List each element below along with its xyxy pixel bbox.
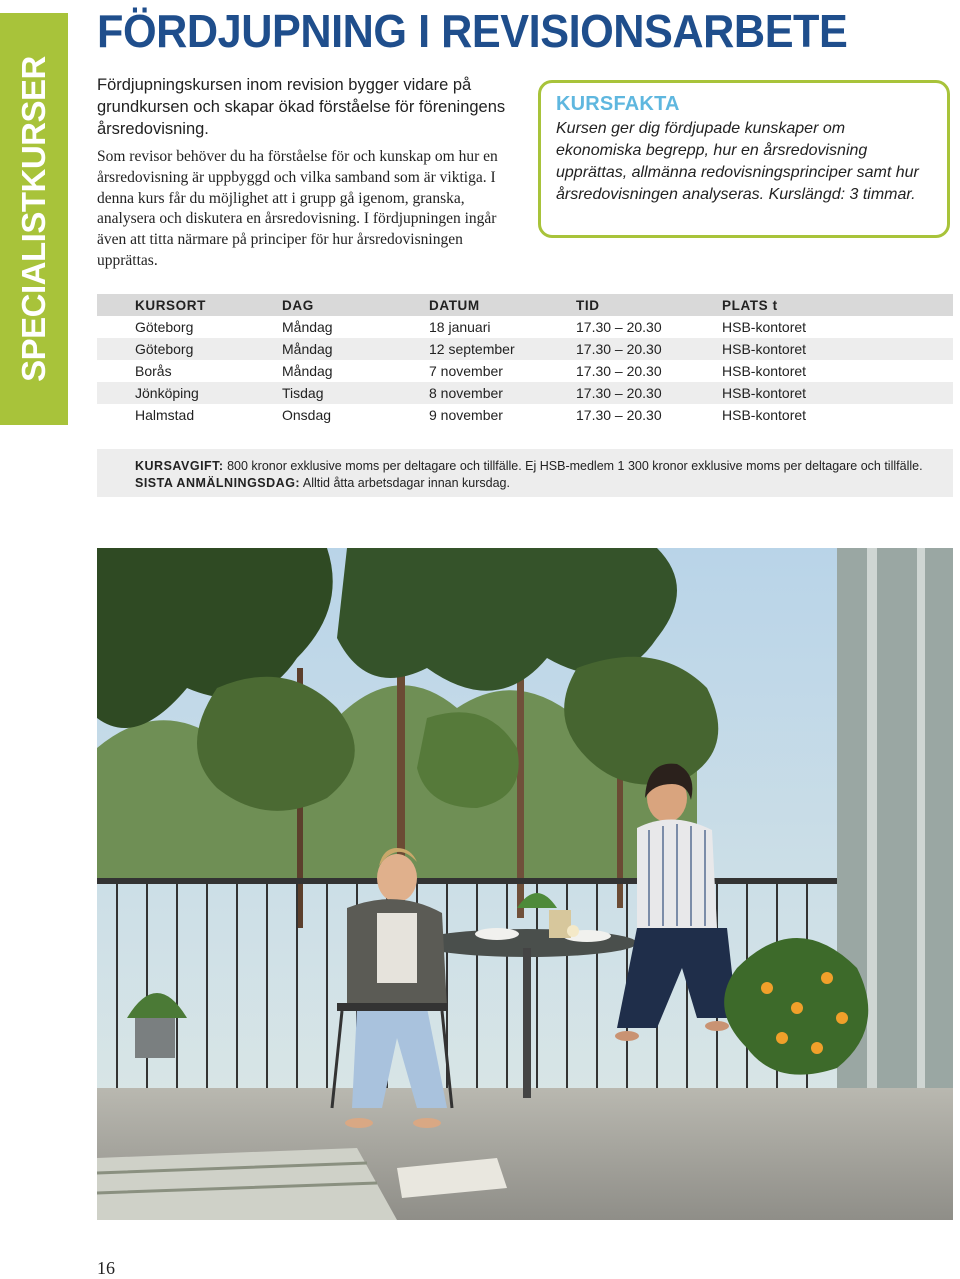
column-header: TID <box>538 294 684 316</box>
page-title: FÖRDJUPNING I REVISIONSARBETE <box>97 5 848 57</box>
table-cell: Onsdag <box>282 407 332 423</box>
table-cell: Göteborg <box>97 338 244 360</box>
body-text: Som revisor behöver du ha förståelse för och kunskap om hur en årsredovisning är uppbyggd och vilka samband som är viktiga. I denna kurs får du möjlighet att i grupp gå igenom, granska, analysera och diskutera en årsredovisning. I fördjupningen ingår även att titta närmare på principer för hur årsredovisningen upprättas. <box>97 148 498 269</box>
course-fee-box <box>97 449 953 497</box>
schedule-header-row <box>97 294 953 316</box>
column-header: DAG <box>244 294 391 316</box>
table-cell: 9 november <box>429 407 503 423</box>
table-cell: Måndag <box>282 363 333 379</box>
deadline-line <box>135 475 953 492</box>
table-cell: HSB-kontoret <box>684 338 953 360</box>
table-cell: Måndag <box>282 319 333 335</box>
table-cell: HSB-kontoret <box>722 319 807 335</box>
column-header: DATUM <box>391 294 538 316</box>
course-facts-title: KURSFAKTA <box>556 93 680 115</box>
balcony-breakfast-photo <box>97 548 953 1220</box>
table-cell: Tisdag <box>244 382 391 404</box>
table-cell: Borås <box>135 363 172 379</box>
table-cell: 17.30 – 20.30 <box>576 407 662 423</box>
table-cell: 8 november <box>391 382 538 404</box>
table-cell: Halmstad <box>135 407 195 423</box>
course-facts-box <box>538 80 950 238</box>
table-cell: 17.30 – 20.30 <box>538 338 684 360</box>
table-cell: 7 november <box>429 363 503 379</box>
course-fee-text: 800 kronor exklusive moms per deltagare och tillfälle. Ej HSB-medlem 1 300 kronor exklusive moms per deltagare och tillfälle. <box>227 459 923 473</box>
deadline-text: Alltid åtta arbetsdagar innan kursdag. <box>302 476 510 490</box>
table-row <box>97 338 953 360</box>
schedule-table <box>97 294 953 426</box>
table-row <box>97 360 953 382</box>
table-cell: HSB-kontoret <box>684 382 953 404</box>
course-fee-line <box>135 458 953 475</box>
table-cell: Göteborg <box>135 319 194 335</box>
table-row <box>97 404 953 426</box>
table-cell: Jönköping <box>97 382 244 404</box>
intro-text: Fördjupningskursen inom revision bygger vidare på grundkursen och skapar ökad förståelse för föreningens årsredovisning. <box>97 76 506 138</box>
section-tab-label: SPECIALISTKURSER <box>15 56 52 382</box>
column-header: KURSORT <box>97 294 244 316</box>
table-cell: 17.30 – 20.30 <box>576 319 662 335</box>
table-cell: 12 september <box>391 338 538 360</box>
course-fee-label: KURSAVGIFT: <box>135 459 224 473</box>
page-number: 16 <box>97 1258 115 1278</box>
table-cell: 17.30 – 20.30 <box>538 382 684 404</box>
table-cell: Måndag <box>244 338 391 360</box>
table-cell: HSB-kontoret <box>722 363 807 379</box>
course-facts-text: Kursen ger dig fördjupade kunskaper om ekonomiska begrepp, hur en årsredovisning upprättas, allmänna redovisningsprinciper samt hur årsredovisningen analyseras. Kurslängd: 3 timmar. <box>556 120 919 203</box>
deadline-label: SISTA ANMÄLNINGSDAG: <box>135 476 301 490</box>
table-cell: 18 januari <box>429 319 491 335</box>
column-header: PLATS t <box>684 294 953 316</box>
section-tab <box>0 13 68 425</box>
table-cell: HSB-kontoret <box>722 407 807 423</box>
table-cell: 17.30 – 20.30 <box>576 363 662 379</box>
table-row <box>97 382 953 404</box>
table-row <box>97 316 953 338</box>
